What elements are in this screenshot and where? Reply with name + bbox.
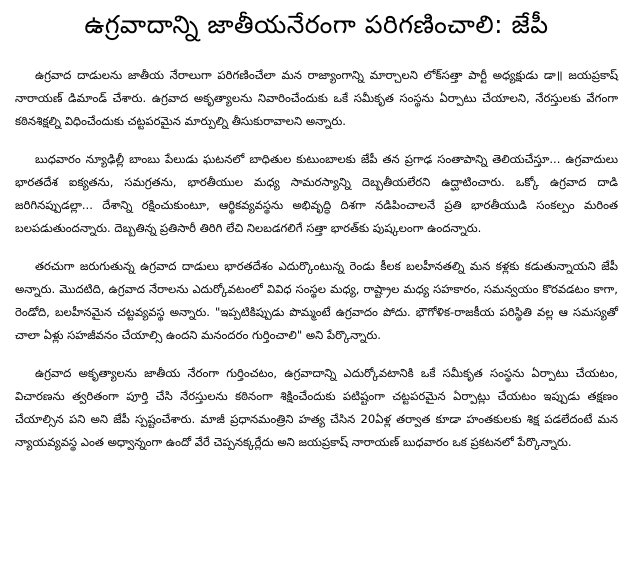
article-paragraph-2: బుధవారం న్యూఢిల్లీ బాంబు పేలుడు ఘటనలో బాధితుల కుటుంబాలకు జేపీ తన ప్రగాఢ సంతాపాన్ని తెలియచేస్తూ... ఉగ్రవాదులు భారతదేశ ఐక్యతను, సమగ్రతను, భారతీయుల మధ్య సామరస్యాన్ని దెబ్బతీయలేరని ఉద్ఘాటించారు. ఒక్కో ఉగ్రవాద దాడి జరిగినప్పుడల్లా... దేశాన్ని రక్షించుకుంటూ, ఆర్థికవ్యవస్థను అభివృద్ధి దిశగా నడిపించాలనే ప్రతి భారతీయుడి సంకల్పం మరింత బలపడుతుందన్నారు. దెబ్బతిన్న ప్రతిసారీ తిరిగి లేచి నిలబడగలిగే సత్తా భారత్‌కు పుష్కలంగా ఉందన్నారు. xyxy=(15,152,618,235)
article-paragraph-3: తరచుగా జరుగుతున్న ఉగ్రవాద దాడులు భారతదేశం ఎదుర్కొంటున్న రెండు కీలక బలహీనతల్ని మన కళ్లకు కడుతున్నాయని జేపీ అన్నారు. మొదటిది, ఉగ్రవాద నేరాలను ఎదుర్కోవటంలో వివిధ సంస్థల మధ్య, రాష్ట్రాల మధ్య సహకారం, సమన్వయం కొరవడటం కాగా, రెండోది, బలహీనమైన చట్టవ్యవస్థ అన్నారు. "ఇప్పటికిప్పుడు పొమ్మంటే ఉగ్రవాదం పోదు. భౌగోళిక-రాజకీయ పరిస్థితి వల్ల ఆ సమస్యతో చాలా ఏళ్లు సహజీవనం చేయాల్సి ఉందని మనందరం గుర్తించాలి" అని పేర్కొన్నారు. xyxy=(15,259,618,342)
article-paragraph-1: ఉగ్రవాద దాడులను జాతీయ నేరాలుగా పరిగణించేలా మన రాజ్యాంగాన్ని మార్చాలని లోక్‌సత్తా పార్టీ అధ్యక్షుడు డా॥ జయప్రకాష్ నారాయణ్ డిమాండ్ చేశారు. ఉగ్రవాద అకృత్యాలను నివారించేందుకు ఒకే సమీకృత సంస్థను ఏర్పాటు చేయాలని, నేరస్తులకు వేగంగా కఠినశిక్షల్ని విధించేందుకు చట్టపరమైన మార్పుల్ని తీసుకురావాలని అన్నారు. xyxy=(15,68,618,128)
article-title: ఉగ్రవాదాన్ని జాతీయనేరంగా పరిగణించాలి: జేపీ xyxy=(84,10,549,39)
article-paragraph-4: ఉగ్రవాద అకృత్యాలను జాతీయ నేరంగా గుర్తించటం, ఉగ్రవాదాన్ని ఎదుర్కోవటానికి ఒకే సమీకృత సంస్థను ఏర్పాటు చేయటం, విచారణను త్వరితంగా పూర్తి చేసి నేరస్తులను కఠినంగా శిక్షించేందుకు పటిష్టంగా చట్టపరమైన ఏర్పాట్లు చేయటం ఇప్పుడు తక్షణం చేయాల్సిన పని అని జేపీ స్పష్టంచేశారు. మాజీ ప్రధానమంత్రిని హత్య చేసిన 20ఏళ్ల తర్వాత కూడా హంతకులకు శిక్ష పడలేదంటే మన న్యాయవ్యవస్థ ఎంత అధ్వాన్నంగా ఉందో వేరే చెప్పనక్కర్లేదు అని జయప్రకాష్ నారాయణ్ బుధవారం ఒక ప్రకటనలో పేర్కొన్నారు. xyxy=(15,366,618,449)
article-body xyxy=(15,64,618,454)
